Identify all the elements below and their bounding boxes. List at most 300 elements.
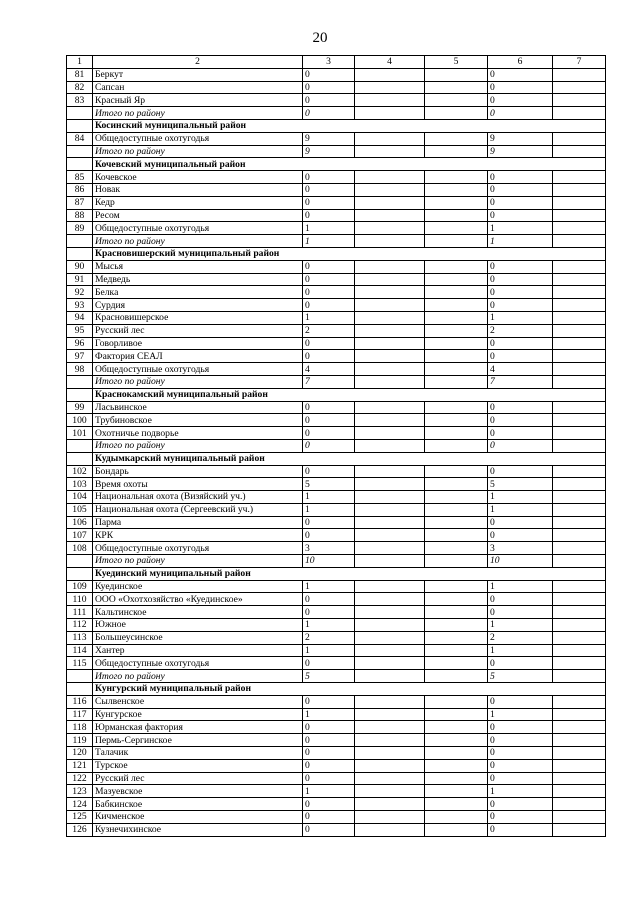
column-5-value-cell: [425, 209, 488, 222]
row-number-cell: 121: [67, 759, 93, 772]
column-6-value-cell: 9: [488, 132, 553, 145]
row-number-cell: [67, 107, 93, 120]
hunting-ground-name-cell: Ласьвинское: [93, 401, 303, 414]
row-number-cell: 91: [67, 273, 93, 286]
column-5-value-cell: [425, 631, 488, 644]
column-6-value-cell: 0: [488, 171, 553, 184]
column-7-value-cell: [553, 747, 606, 760]
column-5-value-cell: [425, 81, 488, 94]
column-4-value-cell: [355, 785, 425, 798]
column-3-value-cell: 9: [303, 145, 355, 158]
column-6-value-cell: 0: [488, 81, 553, 94]
column-3-value-cell: 0: [303, 811, 355, 824]
row-number-cell: 103: [67, 478, 93, 491]
row-number-cell: 95: [67, 324, 93, 337]
row-number-cell: 86: [67, 183, 93, 196]
column-4-value-cell: [355, 491, 425, 504]
row-number-cell: 106: [67, 516, 93, 529]
hunting-ground-name-cell: Куединское: [93, 580, 303, 593]
table-row: [67, 311, 606, 324]
row-number-cell: [67, 388, 93, 401]
column-3-value-cell: 1: [303, 235, 355, 248]
table-row: [67, 81, 606, 94]
column-4-value-cell: [355, 235, 425, 248]
row-number-cell: 104: [67, 491, 93, 504]
column-4-value-cell: [355, 94, 425, 107]
column-7-value-cell: [553, 286, 606, 299]
district-header-row: [67, 247, 606, 260]
column-7-value-cell: [553, 555, 606, 568]
hunting-ground-name-cell: Турское: [93, 759, 303, 772]
district-name-cell: Кунгурский муниципальный район: [93, 683, 606, 696]
column-6-value-cell: 0: [488, 260, 553, 273]
district-header-row: [67, 119, 606, 132]
row-number-cell: 102: [67, 465, 93, 478]
column-6-value-cell: 0: [488, 439, 553, 452]
column-6-value-cell: 1: [488, 580, 553, 593]
column-6-value-cell: 0: [488, 747, 553, 760]
column-3-value-cell: 1: [303, 644, 355, 657]
column-3-value-cell: 0: [303, 196, 355, 209]
column-7-value-cell: [553, 772, 606, 785]
column-6-value-cell: 10: [488, 555, 553, 568]
table-row: [67, 478, 606, 491]
hunting-ground-name-cell: Бабкинское: [93, 798, 303, 811]
column-4-value-cell: [355, 606, 425, 619]
column-3-value-cell: 0: [303, 209, 355, 222]
column-5-value-cell: [425, 759, 488, 772]
table-header-row: [67, 56, 606, 69]
hunting-ground-name-cell: Кальтинское: [93, 606, 303, 619]
row-number-cell: 83: [67, 94, 93, 107]
column-6-value-cell: 1: [488, 619, 553, 632]
table-row: [67, 350, 606, 363]
column-3-value-cell: 0: [303, 529, 355, 542]
table-row: [67, 542, 606, 555]
column-5-value-cell: [425, 311, 488, 324]
column-4-value-cell: [355, 209, 425, 222]
hunting-ground-name-cell: Южное: [93, 619, 303, 632]
column-4-value-cell: [355, 81, 425, 94]
table-row: [67, 734, 606, 747]
column-5-value-cell: [425, 465, 488, 478]
row-number-cell: 85: [67, 171, 93, 184]
column-6-value-cell: 2: [488, 324, 553, 337]
column-4-value-cell: [355, 299, 425, 312]
column-6-value-cell: 0: [488, 183, 553, 196]
row-number-cell: [67, 567, 93, 580]
column-6-value-cell: 0: [488, 593, 553, 606]
hunting-ground-name-cell: Кичменское: [93, 811, 303, 824]
hunting-ground-name-cell: Итого по району: [93, 375, 303, 388]
column-6-value-cell: 0: [488, 798, 553, 811]
column-3-value-cell: 0: [303, 414, 355, 427]
column-6-value-cell: 0: [488, 209, 553, 222]
column-7-value-cell: [553, 734, 606, 747]
header-cell: 3: [303, 56, 355, 69]
table-row: [67, 363, 606, 376]
column-6-value-cell: 0: [488, 414, 553, 427]
column-7-value-cell: [553, 171, 606, 184]
table-row: [67, 695, 606, 708]
row-number-cell: 116: [67, 695, 93, 708]
column-5-value-cell: [425, 68, 488, 81]
hunting-ground-name-cell: ООО «Охотхозяйство «Куединское»: [93, 593, 303, 606]
row-number-cell: 118: [67, 721, 93, 734]
column-6-value-cell: 0: [488, 811, 553, 824]
column-4-value-cell: [355, 593, 425, 606]
header-cell: 6: [488, 56, 553, 69]
column-3-value-cell: 9: [303, 132, 355, 145]
row-number-cell: [67, 670, 93, 683]
column-5-value-cell: [425, 721, 488, 734]
column-6-value-cell: 0: [488, 516, 553, 529]
table-row: [67, 299, 606, 312]
hunting-ground-name-cell: Фактория СЕАЛ: [93, 350, 303, 363]
column-3-value-cell: 0: [303, 299, 355, 312]
column-3-value-cell: 0: [303, 337, 355, 350]
column-6-value-cell: 0: [488, 606, 553, 619]
column-7-value-cell: [553, 107, 606, 120]
table-row: [67, 657, 606, 670]
column-6-value-cell: 0: [488, 465, 553, 478]
column-7-value-cell: [553, 529, 606, 542]
district-total-row: [67, 107, 606, 120]
column-7-value-cell: [553, 811, 606, 824]
table-row: [67, 171, 606, 184]
column-3-value-cell: 1: [303, 503, 355, 516]
table-row: [67, 465, 606, 478]
district-total-row: [67, 670, 606, 683]
hunting-ground-name-cell: Медведь: [93, 273, 303, 286]
column-4-value-cell: [355, 183, 425, 196]
column-3-value-cell: 0: [303, 721, 355, 734]
column-4-value-cell: [355, 363, 425, 376]
column-3-value-cell: 0: [303, 593, 355, 606]
column-5-value-cell: [425, 580, 488, 593]
row-number-cell: [67, 555, 93, 568]
column-6-value-cell: 9: [488, 145, 553, 158]
column-5-value-cell: [425, 337, 488, 350]
column-7-value-cell: [553, 823, 606, 836]
district-name-cell: Косинский муниципальный район: [93, 119, 606, 132]
row-number-cell: 99: [67, 401, 93, 414]
column-6-value-cell: 0: [488, 350, 553, 363]
column-7-value-cell: [553, 196, 606, 209]
column-7-value-cell: [553, 209, 606, 222]
column-3-value-cell: 2: [303, 324, 355, 337]
district-total-row: [67, 145, 606, 158]
column-3-value-cell: 10: [303, 555, 355, 568]
column-7-value-cell: [553, 759, 606, 772]
column-4-value-cell: [355, 811, 425, 824]
column-5-value-cell: [425, 555, 488, 568]
column-6-value-cell: 1: [488, 785, 553, 798]
column-3-value-cell: 0: [303, 183, 355, 196]
district-total-row: [67, 439, 606, 452]
column-3-value-cell: 1: [303, 580, 355, 593]
column-4-value-cell: [355, 273, 425, 286]
district-name-cell: Куединский муниципальный район: [93, 567, 606, 580]
column-3-value-cell: 0: [303, 657, 355, 670]
table-row: [67, 94, 606, 107]
hunting-ground-name-cell: Итого по району: [93, 439, 303, 452]
column-3-value-cell: 0: [303, 734, 355, 747]
column-6-value-cell: 1: [488, 503, 553, 516]
row-number-cell: 126: [67, 823, 93, 836]
row-number-cell: 94: [67, 311, 93, 324]
hunting-ground-name-cell: Национальная охота (Визяйский уч.): [93, 491, 303, 504]
column-7-value-cell: [553, 183, 606, 196]
column-5-value-cell: [425, 107, 488, 120]
table-row: [67, 414, 606, 427]
table-row: [67, 491, 606, 504]
table-row: [67, 593, 606, 606]
table-row: [67, 68, 606, 81]
table-row: [67, 759, 606, 772]
district-total-row: [67, 235, 606, 248]
column-7-value-cell: [553, 619, 606, 632]
header-cell: 7: [553, 56, 606, 69]
column-3-value-cell: 0: [303, 772, 355, 785]
district-name-cell: Кочевский муниципальный район: [93, 158, 606, 171]
column-6-value-cell: 1: [488, 644, 553, 657]
column-7-value-cell: [553, 235, 606, 248]
column-3-value-cell: 1: [303, 619, 355, 632]
table-row: [67, 516, 606, 529]
row-number-cell: [67, 452, 93, 465]
column-4-value-cell: [355, 260, 425, 273]
row-number-cell: 109: [67, 580, 93, 593]
row-number-cell: 114: [67, 644, 93, 657]
column-3-value-cell: 1: [303, 222, 355, 235]
table-row: [67, 183, 606, 196]
column-7-value-cell: [553, 644, 606, 657]
column-3-value-cell: 1: [303, 311, 355, 324]
hunting-ground-name-cell: Ресом: [93, 209, 303, 222]
column-6-value-cell: 0: [488, 286, 553, 299]
column-7-value-cell: [553, 427, 606, 440]
column-5-value-cell: [425, 273, 488, 286]
row-number-cell: 92: [67, 286, 93, 299]
hunting-ground-name-cell: Красный Яр: [93, 94, 303, 107]
column-4-value-cell: [355, 478, 425, 491]
hunting-ground-name-cell: Итого по району: [93, 555, 303, 568]
hunting-ground-name-cell: Пермь-Сергинское: [93, 734, 303, 747]
column-6-value-cell: 0: [488, 657, 553, 670]
column-7-value-cell: [553, 542, 606, 555]
district-name-cell: Краснокамский муниципальный район: [93, 388, 606, 401]
column-5-value-cell: [425, 734, 488, 747]
column-6-value-cell: 0: [488, 196, 553, 209]
row-number-cell: 87: [67, 196, 93, 209]
column-3-value-cell: 0: [303, 401, 355, 414]
table-row: [67, 337, 606, 350]
column-4-value-cell: [355, 324, 425, 337]
district-name-cell: Кудымкарский муниципальный район: [93, 452, 606, 465]
row-number-cell: 89: [67, 222, 93, 235]
column-3-value-cell: 0: [303, 68, 355, 81]
table-row: [67, 132, 606, 145]
column-4-value-cell: [355, 107, 425, 120]
column-7-value-cell: [553, 631, 606, 644]
column-5-value-cell: [425, 542, 488, 555]
column-7-value-cell: [553, 593, 606, 606]
row-number-cell: 122: [67, 772, 93, 785]
column-4-value-cell: [355, 350, 425, 363]
column-6-value-cell: 1: [488, 235, 553, 248]
column-4-value-cell: [355, 619, 425, 632]
row-number-cell: 84: [67, 132, 93, 145]
row-number-cell: 120: [67, 747, 93, 760]
column-4-value-cell: [355, 311, 425, 324]
column-5-value-cell: [425, 350, 488, 363]
header-cell: 1: [67, 56, 93, 69]
column-4-value-cell: [355, 337, 425, 350]
row-number-cell: [67, 145, 93, 158]
hunting-ground-name-cell: Итого по району: [93, 670, 303, 683]
row-number-cell: 115: [67, 657, 93, 670]
table-row: [67, 260, 606, 273]
column-7-value-cell: [553, 260, 606, 273]
column-4-value-cell: [355, 695, 425, 708]
column-3-value-cell: 0: [303, 427, 355, 440]
column-6-value-cell: 0: [488, 721, 553, 734]
column-3-value-cell: 0: [303, 606, 355, 619]
hunting-ground-name-cell: Беркут: [93, 68, 303, 81]
column-4-value-cell: [355, 644, 425, 657]
table-row: [67, 785, 606, 798]
column-4-value-cell: [355, 196, 425, 209]
column-3-value-cell: 0: [303, 747, 355, 760]
column-5-value-cell: [425, 363, 488, 376]
row-number-cell: 111: [67, 606, 93, 619]
table-row: [67, 401, 606, 414]
column-6-value-cell: 0: [488, 401, 553, 414]
table-row: [67, 619, 606, 632]
row-number-cell: 125: [67, 811, 93, 824]
column-6-value-cell: 0: [488, 529, 553, 542]
row-number-cell: 123: [67, 785, 93, 798]
column-7-value-cell: [553, 606, 606, 619]
table-row: [67, 209, 606, 222]
hunting-ground-name-cell: Говорливое: [93, 337, 303, 350]
column-7-value-cell: [553, 708, 606, 721]
hunting-ground-name-cell: Общедоступные охотугодья: [93, 363, 303, 376]
column-3-value-cell: 1: [303, 491, 355, 504]
column-7-value-cell: [553, 273, 606, 286]
hunting-ground-name-cell: Охотничье подворье: [93, 427, 303, 440]
column-4-value-cell: [355, 222, 425, 235]
hunting-ground-name-cell: Итого по району: [93, 107, 303, 120]
row-number-cell: 82: [67, 81, 93, 94]
table-row: [67, 580, 606, 593]
hunting-ground-name-cell: Кедр: [93, 196, 303, 209]
column-4-value-cell: [355, 427, 425, 440]
column-6-value-cell: 0: [488, 772, 553, 785]
column-3-value-cell: 0: [303, 94, 355, 107]
column-4-value-cell: [355, 439, 425, 452]
column-5-value-cell: [425, 747, 488, 760]
hunting-ground-name-cell: Хантер: [93, 644, 303, 657]
column-3-value-cell: 0: [303, 439, 355, 452]
row-number-cell: 97: [67, 350, 93, 363]
column-6-value-cell: 1: [488, 222, 553, 235]
column-5-value-cell: [425, 823, 488, 836]
column-6-value-cell: 2: [488, 631, 553, 644]
column-5-value-cell: [425, 785, 488, 798]
table-row: [67, 427, 606, 440]
hunting-ground-name-cell: Юрманская фактория: [93, 721, 303, 734]
column-7-value-cell: [553, 580, 606, 593]
hunting-ground-name-cell: Сапсан: [93, 81, 303, 94]
column-7-value-cell: [553, 132, 606, 145]
table-row: [67, 324, 606, 337]
hunting-ground-name-cell: Общедоступные охотугодья: [93, 657, 303, 670]
column-7-value-cell: [553, 350, 606, 363]
column-5-value-cell: [425, 401, 488, 414]
column-7-value-cell: [553, 375, 606, 388]
column-5-value-cell: [425, 695, 488, 708]
table-row: [67, 721, 606, 734]
column-3-value-cell: 0: [303, 350, 355, 363]
column-4-value-cell: [355, 747, 425, 760]
table-row: [67, 503, 606, 516]
column-4-value-cell: [355, 529, 425, 542]
column-4-value-cell: [355, 631, 425, 644]
district-header-row: [67, 452, 606, 465]
district-total-row: [67, 375, 606, 388]
column-4-value-cell: [355, 657, 425, 670]
row-number-cell: 98: [67, 363, 93, 376]
column-6-value-cell: 0: [488, 337, 553, 350]
row-number-cell: 101: [67, 427, 93, 440]
column-6-value-cell: 1: [488, 708, 553, 721]
column-5-value-cell: [425, 196, 488, 209]
row-number-cell: 105: [67, 503, 93, 516]
hunting-ground-name-cell: Мазуевское: [93, 785, 303, 798]
column-4-value-cell: [355, 721, 425, 734]
column-4-value-cell: [355, 772, 425, 785]
row-number-cell: [67, 235, 93, 248]
column-7-value-cell: [553, 81, 606, 94]
district-header-row: [67, 567, 606, 580]
column-6-value-cell: 5: [488, 670, 553, 683]
column-7-value-cell: [553, 324, 606, 337]
table-row: [67, 286, 606, 299]
column-6-value-cell: 7: [488, 375, 553, 388]
district-name-cell: Красновишерский муниципальный район: [93, 247, 606, 260]
hunting-ground-name-cell: Трубиновское: [93, 414, 303, 427]
column-4-value-cell: [355, 286, 425, 299]
column-6-value-cell: 0: [488, 427, 553, 440]
column-7-value-cell: [553, 363, 606, 376]
column-5-value-cell: [425, 299, 488, 312]
hunting-ground-name-cell: Новак: [93, 183, 303, 196]
column-7-value-cell: [553, 503, 606, 516]
column-7-value-cell: [553, 299, 606, 312]
table-row: [67, 747, 606, 760]
row-number-cell: 110: [67, 593, 93, 606]
row-number-cell: 113: [67, 631, 93, 644]
table-row: [67, 529, 606, 542]
column-6-value-cell: 0: [488, 68, 553, 81]
column-4-value-cell: [355, 145, 425, 158]
column-5-value-cell: [425, 222, 488, 235]
column-3-value-cell: 0: [303, 107, 355, 120]
column-5-value-cell: [425, 657, 488, 670]
row-number-cell: [67, 119, 93, 132]
